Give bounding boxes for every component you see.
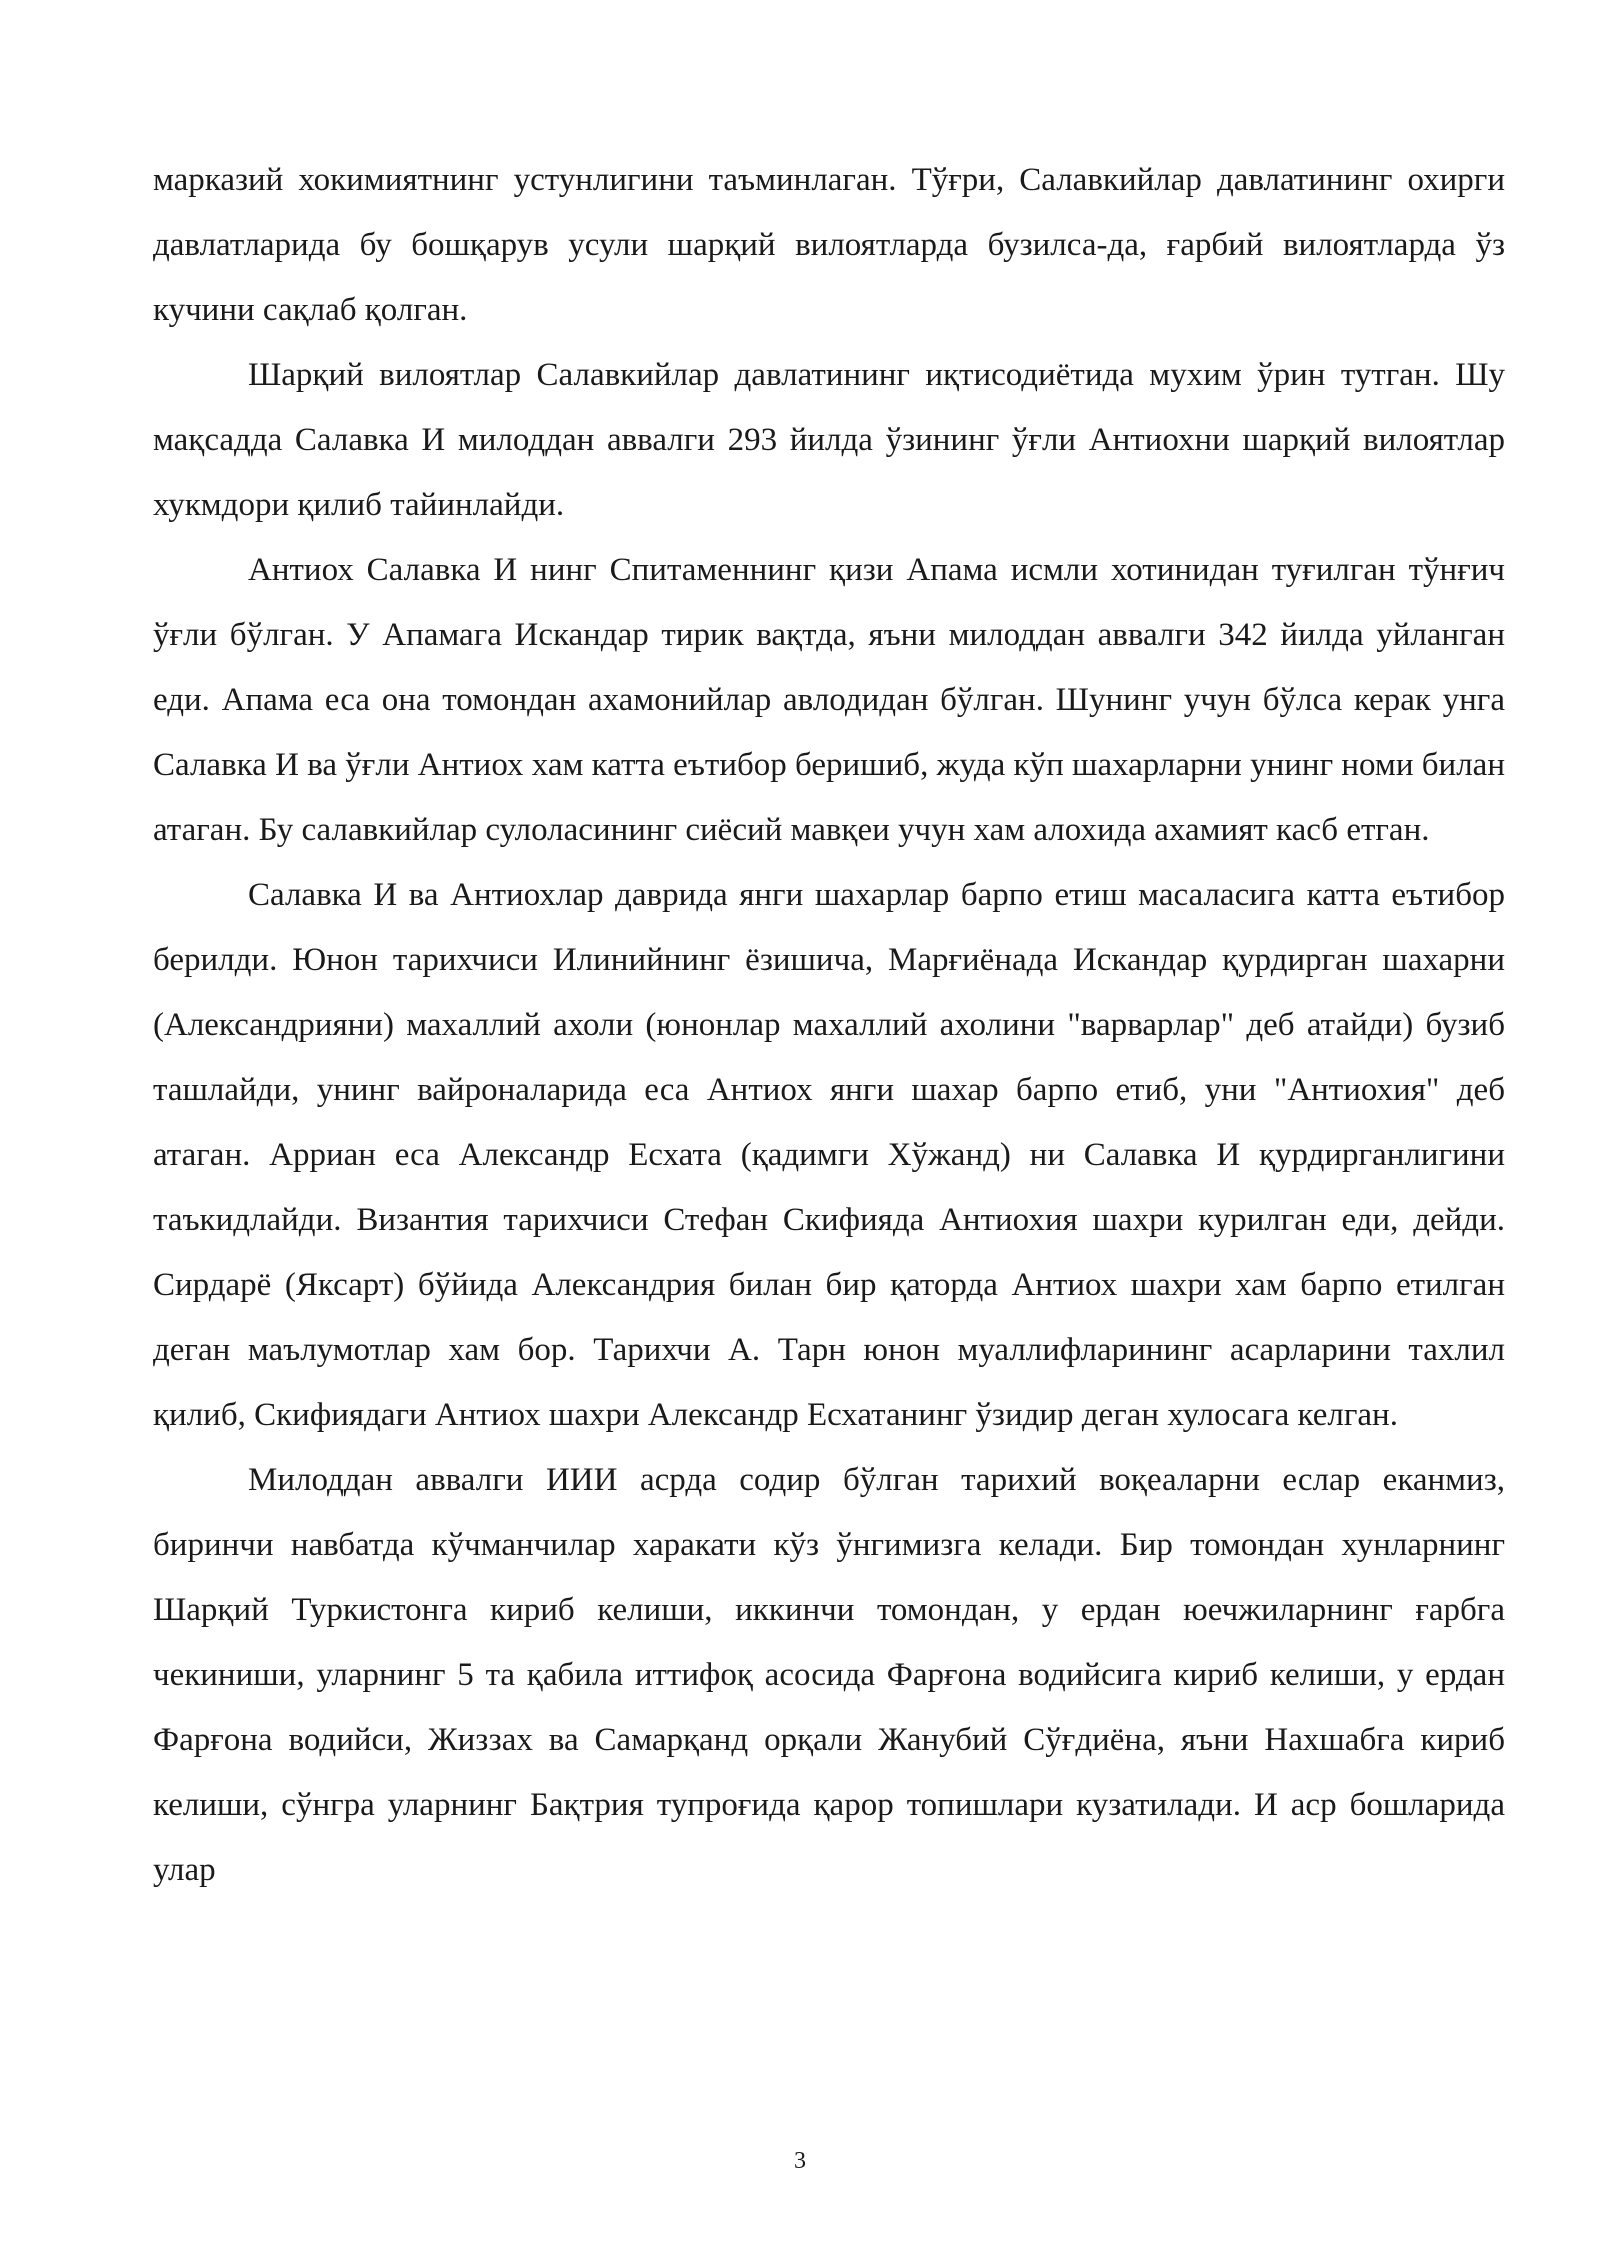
paragraph-antiochus-origin: Антиох Салавка И нинг Спитаменнинг қизи Апама исмли хотинидан туғилган тўнғич ўғли бўлган. У Апамага Искандар тирик вақтда, яъни милоддан аввалги 342 йилда уйланган еди. Апама еса она томондан ахамонийлар авлодидан бўлган. Шунинг учун бўлса керак унга Салавка И ва ўғли Антиох хам катта еътибор беришиб, жуда кўп шахарларни унинг номи билан атаган. Бу салавкийлар сулоласининг сиёсий мавқеи учун хам алохида ахамият касб етган.	[153, 552, 1505, 848]
paragraph-eastern-provinces: Шарқий вилоятлар Салавкийлар давлатининг иқтисодиётида мухим ўрин тутган. Шу мақсадда Салавка И милоддан аввалги 293 йилда ўзининг ўғли Антиохни шарқий вилоятлар хукмдори қилиб тайинлайди.	[153, 357, 1505, 523]
paragraph-continuation: марказий хокимиятнинг устунлигини таъминлаган. Тўғри, Салавкийлар давлатининг охирги давлатларида бу бошқарув усули шарқий вилоятларда бузилса-да, ғарбий вилоятларда ўз кучини сақлаб қолган.	[153, 162, 1505, 328]
page-number: 3	[794, 2148, 806, 2174]
paragraph-new-cities: Салавка И ва Антиохлар даврида янги шахарлар барпо етиш масаласига катта еътибор берилди. Юнон тарихчиси Илинийнинг ёзишича, Марғиёнада Искандар қурдирган шахарни (Александрияни) махаллий ахоли (юнонлар махаллий ахолини "варварлар" деб атайди) бузиб ташлайди, унинг вайроналарида еса Антиох янги шахар барпо етиб, уни "Антиохия" деб атаган. Арриан еса Александр Есхата (қадимги Хўжанд) ни Салавка И қурдирганлигини таъкидлайди. Византия тарихчиси Стефан Скифияда Антиохия шахри курилган еди, дейди. Сирдарё (Яксарт) бўйида Александрия билан бир қаторда Антиох шахри хам барпо етилган деган маълумотлар хам бор. Тарихчи А. Тарн юнон муаллифларининг асарларини тахлил қилиб, Скифиядаги Антиох шахри Александр Есхатанинг ўзидир деган хулосага келган.	[153, 877, 1505, 1433]
body-text	[153, 148, 1505, 1903]
paragraph-nomad-movements: Милоддан аввалги ИИИ асрда содир бўлган тарихий воқеаларни еслар еканмиз, биринчи навбатда кўчманчилар харакати кўз ўнгимизга келади. Бир томондан хунларнинг Шарқий Туркистонга кириб келиши, иккинчи томондан, у ердан юечжиларнинг ғарбга чекиниши, уларнинг 5 та қабила иттифоқ асосида Фарғона водийсига кириб келиши, у ердан Фарғона водийси, Жиззах ва Самарқанд орқали Жанубий Сўғдиёна, яъни Нахшабга кириб келиши, сўнгра уларнинг Бақтрия тупроғида қарор топишлари кузатилади. И аср бошларида улар	[153, 1462, 1505, 1888]
